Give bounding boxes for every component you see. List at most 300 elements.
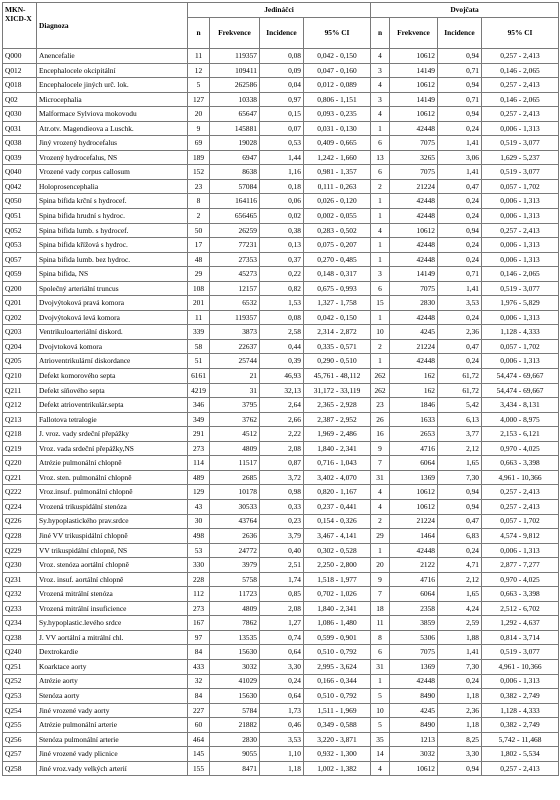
cell-twins-ci: 0,146 - 2,065 <box>482 92 559 107</box>
cell-diagnosis: Atr.otv. Magendieova a Luschk. <box>37 121 188 136</box>
header-singletons-ci: 95% CI <box>304 18 371 49</box>
cell-singletons-ci: 0,166 - 0,344 <box>304 674 371 689</box>
cell-twins-frequency: 14149 <box>390 267 438 282</box>
cell-twins-frequency: 14149 <box>390 63 438 78</box>
cell-singletons-incidence: 2,22 <box>260 427 304 442</box>
table-row <box>3 136 559 151</box>
cell-twins-ci: 0,519 - 3,077 <box>482 281 559 296</box>
cell-singletons-ci: 45,761 - 48,112 <box>304 369 371 384</box>
cell-singletons-frequency: 21882 <box>210 718 260 733</box>
cell-singletons-frequency: 65647 <box>210 107 260 122</box>
cell-twins-incidence: 0,24 <box>438 310 482 325</box>
cell-singletons-frequency: 6947 <box>210 150 260 165</box>
cell-twins-frequency: 8490 <box>390 689 438 704</box>
cell-singletons-ci: 3,467 - 4,141 <box>304 529 371 544</box>
cell-twins-n: 1 <box>371 252 390 267</box>
cell-twins-ci: 0,663 - 3,398 <box>482 587 559 602</box>
table-row <box>3 209 559 224</box>
cell-twins-incidence: 3,30 <box>438 747 482 762</box>
cell-twins-ci: 4,961 - 10,366 <box>482 470 559 485</box>
cell-twins-n: 4 <box>371 485 390 500</box>
table-row <box>3 325 559 340</box>
cell-twins-n: 4 <box>371 761 390 776</box>
cell-singletons-frequency: 10338 <box>210 92 260 107</box>
cell-singletons-incidence: 0,08 <box>260 310 304 325</box>
cell-singletons-n: 167 <box>188 616 210 631</box>
cell-twins-ci: 0,057 - 1,702 <box>482 514 559 529</box>
cell-singletons-n: 6161 <box>188 369 210 384</box>
cell-singletons-incidence: 3,30 <box>260 659 304 674</box>
cell-code: Q210 <box>3 369 37 384</box>
cell-singletons-incidence: 0,15 <box>260 107 304 122</box>
header-singletons: Jedináčci <box>188 3 371 18</box>
cell-twins-incidence: 3,77 <box>438 427 482 442</box>
cell-twins-frequency: 3265 <box>390 150 438 165</box>
cell-twins-n: 4 <box>371 78 390 93</box>
cell-singletons-incidence: 46,93 <box>260 369 304 384</box>
cell-twins-incidence: 0,24 <box>438 252 482 267</box>
cell-singletons-ci: 0,093 - 0,235 <box>304 107 371 122</box>
cell-twins-n: 35 <box>371 732 390 747</box>
cell-twins-frequency: 10612 <box>390 499 438 514</box>
cell-singletons-incidence: 32,13 <box>260 383 304 398</box>
cell-singletons-n: 273 <box>188 601 210 616</box>
cell-twins-ci: 54,474 - 69,667 <box>482 369 559 384</box>
cell-singletons-frequency: 25744 <box>210 354 260 369</box>
cell-code: Q203 <box>3 325 37 340</box>
cell-twins-ci: 0,006 - 1,313 <box>482 252 559 267</box>
cell-singletons-n: 9 <box>188 121 210 136</box>
header-singletons-n: n <box>188 18 210 49</box>
cell-singletons-incidence: 0,98 <box>260 485 304 500</box>
cell-singletons-frequency: 24772 <box>210 543 260 558</box>
cell-twins-n: 26 <box>371 412 390 427</box>
cell-twins-incidence: 2,36 <box>438 325 482 340</box>
cell-twins-ci: 0,257 - 2,413 <box>482 49 559 64</box>
cell-singletons-ci: 3,220 - 3,871 <box>304 732 371 747</box>
cell-twins-frequency: 21224 <box>390 339 438 354</box>
cell-twins-frequency: 10612 <box>390 78 438 93</box>
cell-singletons-ci: 1,511 - 1,969 <box>304 703 371 718</box>
cell-diagnosis: Fallotova tetralogie <box>37 412 188 427</box>
table-row <box>3 659 559 674</box>
cell-singletons-n: 8 <box>188 194 210 209</box>
cell-singletons-incidence: 2,08 <box>260 441 304 456</box>
cell-twins-incidence: 1,18 <box>438 689 482 704</box>
cell-singletons-n: 30 <box>188 514 210 529</box>
table-row <box>3 456 559 471</box>
cell-code: Q038 <box>3 136 37 151</box>
cell-singletons-ci: 0,075 - 0,207 <box>304 238 371 253</box>
cell-twins-ci: 1,292 - 4,637 <box>482 616 559 631</box>
cell-twins-ci: 0,257 - 2,413 <box>482 485 559 500</box>
cell-twins-ci: 0,006 - 1,313 <box>482 310 559 325</box>
header-diagnosis: Diagnoza <box>37 3 188 49</box>
cell-twins-frequency: 7075 <box>390 165 438 180</box>
header-singletons-frequency: Frekvence <box>210 18 260 49</box>
cell-code: Q251 <box>3 659 37 674</box>
cell-twins-incidence: 0,24 <box>438 209 482 224</box>
cell-twins-ci: 4,961 - 10,366 <box>482 659 559 674</box>
cell-twins-frequency: 6064 <box>390 456 438 471</box>
cell-twins-incidence: 0,94 <box>438 107 482 122</box>
cell-singletons-incidence: 0,37 <box>260 252 304 267</box>
cell-twins-incidence: 0,47 <box>438 339 482 354</box>
table-row <box>3 630 559 645</box>
cell-singletons-frequency: 4809 <box>210 441 260 456</box>
cell-twins-incidence: 0,94 <box>438 223 482 238</box>
cell-twins-incidence: 7,30 <box>438 470 482 485</box>
cell-singletons-n: 84 <box>188 645 210 660</box>
cell-code: Q224 <box>3 499 37 514</box>
cell-code: Q240 <box>3 645 37 660</box>
cell-twins-incidence: 0,71 <box>438 63 482 78</box>
cell-twins-incidence: 0,71 <box>438 267 482 282</box>
cell-code: Q221 <box>3 470 37 485</box>
cell-singletons-incidence: 1,44 <box>260 150 304 165</box>
cell-twins-frequency: 162 <box>390 369 438 384</box>
cell-twins-n: 2 <box>371 514 390 529</box>
cell-code: Q211 <box>3 383 37 398</box>
cell-diagnosis: Jiné vroz.vady velkých arterií <box>37 761 188 776</box>
cell-singletons-frequency: 262586 <box>210 78 260 93</box>
cell-singletons-incidence: 2,66 <box>260 412 304 427</box>
cell-twins-n: 3 <box>371 267 390 282</box>
table-row <box>3 49 559 64</box>
cell-twins-frequency: 4716 <box>390 441 438 456</box>
cell-twins-ci: 0,382 - 2,749 <box>482 718 559 733</box>
cell-singletons-incidence: 0,09 <box>260 63 304 78</box>
table-row <box>3 310 559 325</box>
cell-singletons-n: 11 <box>188 49 210 64</box>
table-row <box>3 427 559 442</box>
cell-twins-incidence: 1,88 <box>438 630 482 645</box>
cell-diagnosis: Anencefalie <box>37 49 188 64</box>
cell-twins-frequency: 42448 <box>390 252 438 267</box>
cell-twins-frequency: 2830 <box>390 296 438 311</box>
cell-diagnosis: Jiné vrozené vady aorty <box>37 703 188 718</box>
cell-singletons-ci: 0,012 - 0,089 <box>304 78 371 93</box>
cell-twins-n: 10 <box>371 703 390 718</box>
cell-singletons-frequency: 15630 <box>210 689 260 704</box>
cell-singletons-n: 152 <box>188 165 210 180</box>
cell-singletons-frequency: 77231 <box>210 238 260 253</box>
table-row <box>3 703 559 718</box>
cell-diagnosis: Defekt síňového septa <box>37 383 188 398</box>
cell-singletons-frequency: 10178 <box>210 485 260 500</box>
cell-twins-n: 1 <box>371 194 390 209</box>
cell-singletons-frequency: 109411 <box>210 63 260 78</box>
cell-diagnosis: Stenóza aorty <box>37 689 188 704</box>
cell-twins-n: 6 <box>371 165 390 180</box>
cell-singletons-n: 155 <box>188 761 210 776</box>
cell-singletons-frequency: 7862 <box>210 616 260 631</box>
cell-singletons-frequency: 4512 <box>210 427 260 442</box>
cell-diagnosis: Holoprosencephalia <box>37 179 188 194</box>
cell-singletons-n: 498 <box>188 529 210 544</box>
cell-twins-frequency: 7075 <box>390 136 438 151</box>
cell-twins-incidence: 0,24 <box>438 674 482 689</box>
cell-diagnosis: Sy.hypoplastic.levého srdce <box>37 616 188 631</box>
cell-twins-n: 5 <box>371 718 390 733</box>
cell-diagnosis: Defekt komorového septa <box>37 369 188 384</box>
cell-diagnosis: VV trikuspidální chlopně, NS <box>37 543 188 558</box>
cell-twins-frequency: 3859 <box>390 616 438 631</box>
cell-singletons-incidence: 0,06 <box>260 194 304 209</box>
cell-twins-incidence: 0,94 <box>438 499 482 514</box>
cell-twins-incidence: 3,06 <box>438 150 482 165</box>
cell-singletons-n: 189 <box>188 150 210 165</box>
cell-twins-n: 1 <box>371 674 390 689</box>
cell-twins-ci: 0,519 - 3,077 <box>482 645 559 660</box>
cell-singletons-incidence: 0,44 <box>260 339 304 354</box>
cell-code: Q201 <box>3 296 37 311</box>
cell-singletons-incidence: 1,10 <box>260 747 304 762</box>
cell-code: Q051 <box>3 209 37 224</box>
table-row <box>3 529 559 544</box>
cell-code: Q232 <box>3 587 37 602</box>
cell-code: Q042 <box>3 179 37 194</box>
cell-singletons-n: 84 <box>188 689 210 704</box>
cell-code: Q200 <box>3 281 37 296</box>
cell-twins-ci: 0,006 - 1,313 <box>482 209 559 224</box>
table-row <box>3 78 559 93</box>
cell-twins-ci: 0,257 - 2,413 <box>482 78 559 93</box>
cell-singletons-frequency: 8471 <box>210 761 260 776</box>
cell-twins-ci: 0,970 - 4,025 <box>482 572 559 587</box>
cell-singletons-incidence: 0,87 <box>260 456 304 471</box>
cell-twins-ci: 4,574 - 9,812 <box>482 529 559 544</box>
cell-singletons-incidence: 0,02 <box>260 209 304 224</box>
cell-twins-frequency: 4716 <box>390 572 438 587</box>
cell-twins-frequency: 3032 <box>390 747 438 762</box>
cell-twins-ci: 0,057 - 1,702 <box>482 179 559 194</box>
cell-twins-frequency: 10612 <box>390 485 438 500</box>
cell-twins-ci: 4,000 - 8,975 <box>482 412 559 427</box>
cell-code: Q233 <box>3 601 37 616</box>
cell-singletons-n: 69 <box>188 136 210 151</box>
cell-singletons-n: 346 <box>188 398 210 413</box>
cell-singletons-ci: 0,154 - 0,326 <box>304 514 371 529</box>
cell-twins-ci: 0,057 - 1,702 <box>482 339 559 354</box>
cell-twins-n: 5 <box>371 689 390 704</box>
cell-diagnosis: Stenóza pulmonální arterie <box>37 732 188 747</box>
cell-singletons-n: 127 <box>188 92 210 107</box>
cell-twins-frequency: 2122 <box>390 558 438 573</box>
cell-singletons-n: 114 <box>188 456 210 471</box>
cell-twins-n: 4 <box>371 49 390 64</box>
cell-twins-n: 16 <box>371 427 390 442</box>
cell-twins-n: 9 <box>371 572 390 587</box>
cell-singletons-n: 11 <box>188 310 210 325</box>
table-row <box>3 485 559 500</box>
cell-twins-incidence: 1,41 <box>438 645 482 660</box>
table-row <box>3 412 559 427</box>
cell-twins-incidence: 1,41 <box>438 136 482 151</box>
cell-diagnosis: Spina bifida lumb. bez hydroc. <box>37 252 188 267</box>
cell-twins-frequency: 7075 <box>390 281 438 296</box>
table-row <box>3 543 559 558</box>
cell-singletons-frequency: 3979 <box>210 558 260 573</box>
cell-singletons-incidence: 0,23 <box>260 514 304 529</box>
cell-diagnosis: Sy.hypoplastického prav.srdce <box>37 514 188 529</box>
cell-singletons-incidence: 0,64 <box>260 689 304 704</box>
cell-singletons-frequency: 26259 <box>210 223 260 238</box>
cell-code: Q059 <box>3 267 37 282</box>
cell-singletons-ci: 0,335 - 0,571 <box>304 339 371 354</box>
cell-twins-frequency: 21224 <box>390 179 438 194</box>
cell-twins-frequency: 10612 <box>390 49 438 64</box>
table-row <box>3 63 559 78</box>
cell-singletons-ci: 0,932 - 1,300 <box>304 747 371 762</box>
cell-twins-ci: 0,146 - 2,065 <box>482 267 559 282</box>
cell-twins-frequency: 4245 <box>390 703 438 718</box>
cell-diagnosis: Vrozený hydrocefalus, NS <box>37 150 188 165</box>
cell-twins-frequency: 4245 <box>390 325 438 340</box>
cell-twins-incidence: 2,12 <box>438 572 482 587</box>
cell-twins-frequency: 42448 <box>390 121 438 136</box>
cell-singletons-ci: 0,283 - 0,502 <box>304 223 371 238</box>
cell-singletons-n: 50 <box>188 223 210 238</box>
cell-singletons-ci: 0,981 - 1,357 <box>304 165 371 180</box>
cell-singletons-incidence: 0,74 <box>260 630 304 645</box>
cell-diagnosis: Vrozené vady corpus callosum <box>37 165 188 180</box>
table-row <box>3 616 559 631</box>
cell-singletons-incidence: 0,46 <box>260 718 304 733</box>
table-row <box>3 499 559 514</box>
cell-singletons-frequency: 164116 <box>210 194 260 209</box>
cell-twins-incidence: 4,24 <box>438 601 482 616</box>
cell-code: Q202 <box>3 310 37 325</box>
cell-singletons-ci: 3,402 - 4,070 <box>304 470 371 485</box>
cell-diagnosis: Malformace Sylviova mokovodu <box>37 107 188 122</box>
cell-diagnosis: Vroz. stenóza aortální chlopně <box>37 558 188 573</box>
table-row <box>3 92 559 107</box>
cell-twins-ci: 2,877 - 7,277 <box>482 558 559 573</box>
cell-twins-n: 4 <box>371 223 390 238</box>
cell-singletons-n: 4219 <box>188 383 210 398</box>
cell-singletons-ci: 0,042 - 0,150 <box>304 49 371 64</box>
cell-code: Q000 <box>3 49 37 64</box>
cell-code: Q257 <box>3 747 37 762</box>
cell-singletons-ci: 0,111 - 0,263 <box>304 179 371 194</box>
cell-singletons-frequency: 45273 <box>210 267 260 282</box>
cell-singletons-incidence: 0,85 <box>260 587 304 602</box>
cell-singletons-ci: 2,365 - 2,928 <box>304 398 371 413</box>
cell-code: Q031 <box>3 121 37 136</box>
cell-diagnosis: J. vroz. vady srdeční přepážky <box>37 427 188 442</box>
cell-twins-n: 6 <box>371 645 390 660</box>
cell-singletons-incidence: 2,64 <box>260 398 304 413</box>
cell-twins-incidence: 0,94 <box>438 49 482 64</box>
header-twins-incidence: Incidence <box>438 18 482 49</box>
cell-twins-frequency: 1464 <box>390 529 438 544</box>
cell-twins-ci: 54,474 - 69,667 <box>482 383 559 398</box>
cell-singletons-n: 112 <box>188 587 210 602</box>
cell-diagnosis: Společný arteriální truncus <box>37 281 188 296</box>
cell-singletons-incidence: 0,82 <box>260 281 304 296</box>
cell-singletons-frequency: 5784 <box>210 703 260 718</box>
cell-singletons-ci: 0,026 - 0,120 <box>304 194 371 209</box>
cell-twins-frequency: 2653 <box>390 427 438 442</box>
cell-singletons-incidence: 0,13 <box>260 238 304 253</box>
cell-singletons-incidence: 0,38 <box>260 223 304 238</box>
cell-twins-n: 14 <box>371 747 390 762</box>
cell-singletons-ci: 1,840 - 2,341 <box>304 601 371 616</box>
cell-singletons-incidence: 0,22 <box>260 267 304 282</box>
cell-twins-incidence: 61,72 <box>438 369 482 384</box>
cell-twins-n: 31 <box>371 659 390 674</box>
cell-code: Q256 <box>3 732 37 747</box>
table-body <box>3 49 559 776</box>
cell-code: Q012 <box>3 63 37 78</box>
cell-twins-ci: 0,146 - 2,065 <box>482 63 559 78</box>
cell-twins-n: 1 <box>371 543 390 558</box>
cell-singletons-frequency: 119357 <box>210 49 260 64</box>
cell-code: Q229 <box>3 543 37 558</box>
cell-singletons-frequency: 119357 <box>210 310 260 325</box>
cell-twins-frequency: 7075 <box>390 645 438 660</box>
cell-twins-n: 4 <box>371 499 390 514</box>
table-row <box>3 383 559 398</box>
cell-twins-incidence: 2,12 <box>438 441 482 456</box>
cell-code: Q040 <box>3 165 37 180</box>
cell-code: Q050 <box>3 194 37 209</box>
cell-singletons-ci: 0,675 - 0,993 <box>304 281 371 296</box>
cell-singletons-frequency: 2636 <box>210 529 260 544</box>
cell-code: Q030 <box>3 107 37 122</box>
incidence-table <box>2 2 559 776</box>
cell-twins-incidence: 3,53 <box>438 296 482 311</box>
cell-code: Q222 <box>3 485 37 500</box>
cell-twins-ci: 0,006 - 1,313 <box>482 194 559 209</box>
table-row <box>3 689 559 704</box>
cell-twins-frequency: 5306 <box>390 630 438 645</box>
cell-singletons-n: 20 <box>188 107 210 122</box>
cell-singletons-frequency: 3762 <box>210 412 260 427</box>
cell-twins-incidence: 1,41 <box>438 165 482 180</box>
cell-twins-n: 10 <box>371 325 390 340</box>
cell-twins-ci: 1,629 - 5,237 <box>482 150 559 165</box>
cell-singletons-frequency: 4809 <box>210 601 260 616</box>
cell-diagnosis: Dextrokardie <box>37 645 188 660</box>
cell-twins-ci: 0,519 - 3,077 <box>482 165 559 180</box>
cell-singletons-n: 29 <box>188 267 210 282</box>
cell-singletons-frequency: 11517 <box>210 456 260 471</box>
cell-singletons-incidence: 0,64 <box>260 645 304 660</box>
cell-singletons-n: 97 <box>188 630 210 645</box>
cell-singletons-frequency: 57084 <box>210 179 260 194</box>
cell-diagnosis: Jiné vrozené vady plicnice <box>37 747 188 762</box>
cell-twins-ci: 3,434 - 8,131 <box>482 398 559 413</box>
cell-twins-n: 1 <box>371 238 390 253</box>
cell-twins-frequency: 10612 <box>390 223 438 238</box>
cell-singletons-ci: 0,302 - 0,528 <box>304 543 371 558</box>
cell-singletons-frequency: 656465 <box>210 209 260 224</box>
table-row <box>3 296 559 311</box>
cell-twins-incidence: 61,72 <box>438 383 482 398</box>
table-row <box>3 441 559 456</box>
cell-twins-n: 31 <box>371 470 390 485</box>
cell-twins-n: 262 <box>371 383 390 398</box>
cell-twins-incidence: 0,94 <box>438 761 482 776</box>
cell-twins-ci: 1,802 - 5,534 <box>482 747 559 762</box>
cell-singletons-incidence: 1,53 <box>260 296 304 311</box>
cell-singletons-n: 23 <box>188 179 210 194</box>
cell-twins-frequency: 2358 <box>390 601 438 616</box>
cell-diagnosis: Koarktace aorty <box>37 659 188 674</box>
header-singletons-incidence: Incidence <box>260 18 304 49</box>
